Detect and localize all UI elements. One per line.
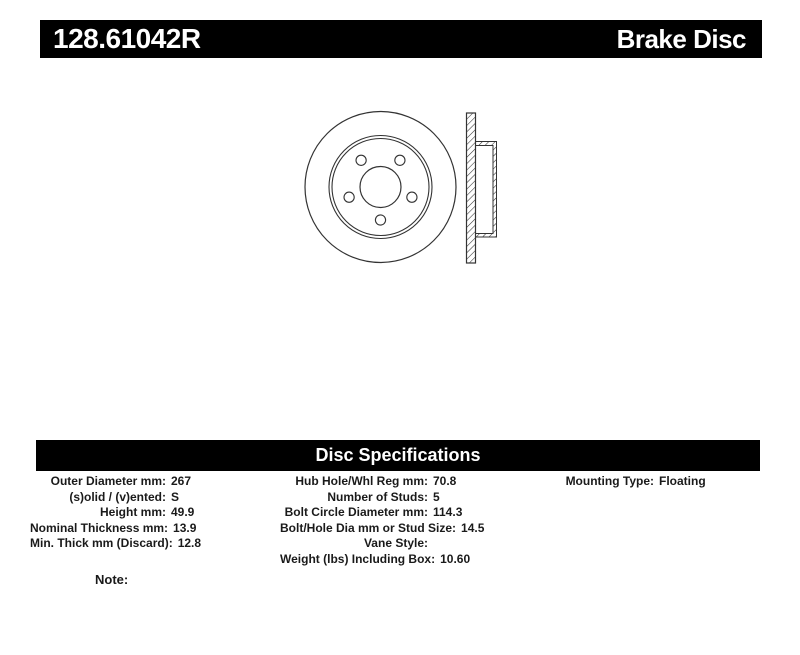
spec-row — [30, 490, 201, 506]
spec-label: Nominal Thickness mm: — [30, 520, 169, 535]
stud-hole — [344, 192, 354, 202]
stud-hole — [395, 155, 405, 165]
spec-label: Bolt/Hole Dia mm or Stud Size: — [280, 520, 457, 535]
spec-value: 10.60 — [440, 551, 471, 566]
hat-inner-ring — [332, 139, 429, 236]
spec-row — [30, 521, 201, 537]
product-type-title: Brake Disc — [616, 23, 746, 54]
hub-center-hole — [360, 167, 401, 208]
spec-row — [280, 490, 484, 506]
hat-outer-ring — [329, 136, 432, 239]
brake-disc-cross-section-view — [467, 113, 497, 263]
spec-value: Floating — [659, 474, 706, 488]
stud-hole — [375, 215, 385, 225]
spec-section-title: Disc Specifications — [315, 445, 481, 465]
spec-label: Bolt Circle Diameter mm: — [284, 505, 428, 519]
spec-value: 13.9 — [173, 520, 197, 535]
spec-value: 267 — [171, 474, 192, 488]
spec-value: 5 — [433, 489, 440, 504]
disc-section-hatched — [467, 113, 476, 263]
spec-section-header — [36, 440, 760, 471]
spec-row — [30, 505, 201, 521]
header-bar — [40, 20, 762, 58]
disc-outer-edge — [305, 112, 456, 263]
stud-hole — [407, 192, 417, 202]
spec-label: Number of Studs: — [327, 489, 428, 504]
spec-row — [280, 474, 484, 490]
brake-disc-front-view — [305, 112, 456, 263]
spec-value: 12.8 — [177, 536, 202, 550]
spec-row — [280, 505, 484, 521]
spec-value: 70.8 — [433, 474, 457, 488]
spec-value: 49.9 — [171, 505, 195, 519]
spec-row — [555, 474, 706, 490]
spec-row — [30, 474, 201, 490]
spec-label: Hub Hole/Whl Reg mm: — [295, 474, 428, 488]
spec-column-mounting — [280, 474, 484, 567]
spec-label: Mounting Type: — [565, 474, 654, 488]
spec-label: (s)olid / (v)ented: — [69, 489, 166, 504]
spec-label: Min. Thick mm (Discard): — [30, 536, 173, 550]
spec-label: Weight (lbs) Including Box: — [280, 551, 436, 566]
spec-value: 14.5 — [461, 520, 485, 535]
stud-hole — [356, 155, 366, 165]
spec-label: Outer Diameter mm: — [50, 474, 166, 488]
spec-value: S — [171, 489, 180, 504]
spec-row — [280, 536, 484, 552]
spec-column-dimensions — [30, 474, 201, 552]
note-label: Note: — [95, 572, 129, 587]
brake-disc-technical-drawing — [285, 90, 515, 290]
spec-label: Height mm: — [100, 505, 166, 519]
spec-row — [280, 552, 484, 568]
spec-label: Vane Style: — [363, 536, 428, 550]
spec-column-type — [555, 474, 706, 490]
spec-row — [280, 521, 484, 537]
spec-row — [30, 536, 201, 552]
spec-value: 114.3 — [433, 505, 463, 519]
part-number: 128.61042R — [53, 23, 201, 54]
hat-section-band — [476, 142, 497, 238]
